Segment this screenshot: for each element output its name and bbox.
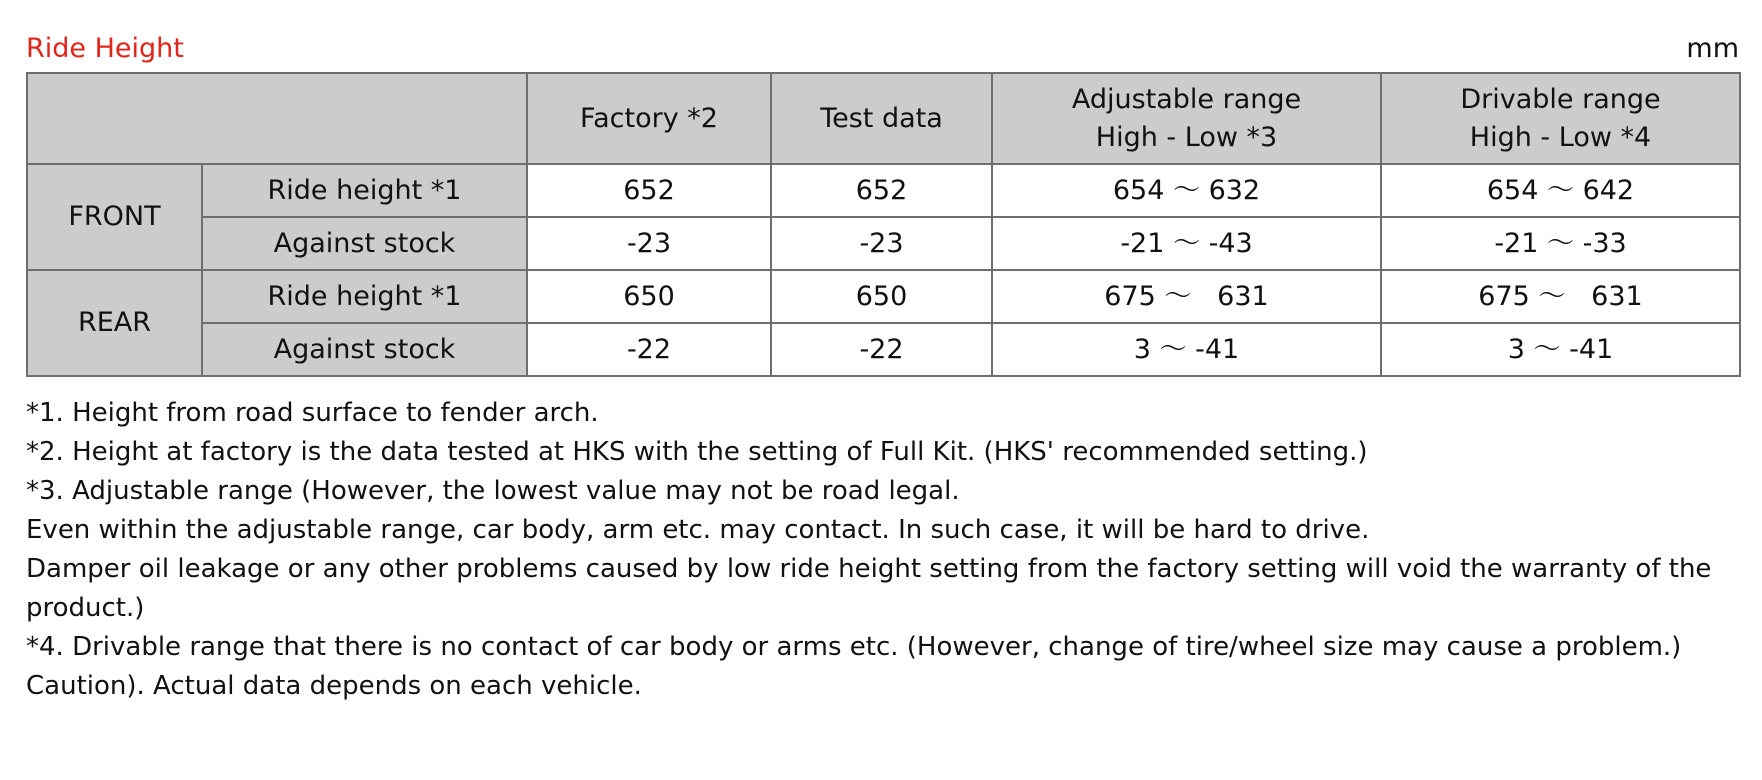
unit-label: mm <box>1686 33 1739 64</box>
row-label-rear-against-stock: Against stock <box>202 323 527 376</box>
footnote-2: *2. Height at factory is the data tested at HKS with the setting of Full Kit. (HKS' recommended setting.) <box>26 437 1368 467</box>
rear-ride-height-adjustable: 675 〜 631 <box>992 270 1381 323</box>
caution-note: Caution). Actual data depends on each vehicle. <box>26 671 642 701</box>
row-label-front-against-stock: Against stock <box>202 217 527 270</box>
drivable-header-line1: Drivable range <box>1460 83 1661 115</box>
row-label-front-ride-height: Ride height *1 <box>202 164 527 217</box>
adjustable-header-line2: High - Low *3 <box>1095 121 1278 153</box>
row-group-rear: REAR <box>27 270 202 376</box>
table-row-rear-against-stock <box>27 323 1740 376</box>
table-row-rear-ride-height <box>27 270 1740 323</box>
section-title: Ride Height <box>26 33 184 64</box>
front-against-stock-adjustable: -21 〜 -43 <box>992 217 1381 270</box>
corner-cell <box>27 73 527 164</box>
row-label-rear-ride-height: Ride height *1 <box>202 270 527 323</box>
rear-against-stock-factory: -22 <box>527 323 771 376</box>
table-row-front-against-stock <box>27 217 1740 270</box>
column-header-adjustable-range <box>992 73 1381 164</box>
front-ride-height-drivable: 654 〜 642 <box>1381 164 1740 217</box>
table-header-row <box>27 73 1740 164</box>
front-ride-height-factory: 652 <box>527 164 771 217</box>
rear-against-stock-drivable: 3 〜 -41 <box>1381 323 1740 376</box>
rear-ride-height-factory: 650 <box>527 270 771 323</box>
front-ride-height-test: 652 <box>771 164 992 217</box>
title-row <box>26 32 1739 66</box>
row-group-front: FRONT <box>27 164 202 270</box>
rear-ride-height-test: 650 <box>771 270 992 323</box>
footnotes <box>26 394 1751 706</box>
footnote-3-contact: Even within the adjustable range, car body, arm etc. may contact. In such case, it will be hard to drive. <box>26 515 1370 545</box>
column-header-drivable-range <box>1381 73 1740 164</box>
front-against-stock-test: -23 <box>771 217 992 270</box>
rear-ride-height-drivable: 675 〜 631 <box>1381 270 1740 323</box>
front-against-stock-drivable: -21 〜 -33 <box>1381 217 1740 270</box>
table-row-front-ride-height <box>27 164 1740 217</box>
adjustable-header-line1: Adjustable range <box>1071 83 1302 115</box>
column-header-test-data: Test data <box>771 73 992 164</box>
rear-against-stock-test: -22 <box>771 323 992 376</box>
footnote-4: *4. Drivable range that there is no contact of car body or arms etc. (However, change of tire/wheel size may cause a problem.) <box>26 632 1682 662</box>
drivable-header-line2: High - Low *4 <box>1469 121 1652 153</box>
footnote-3: *3. Adjustable range (However, the lowest value may not be road legal. <box>26 476 960 506</box>
ride-height-table <box>26 72 1741 377</box>
front-against-stock-factory: -23 <box>527 217 771 270</box>
rear-against-stock-adjustable: 3 〜 -41 <box>992 323 1381 376</box>
front-ride-height-adjustable: 654 〜 632 <box>992 164 1381 217</box>
column-header-factory: Factory *2 <box>527 73 771 164</box>
footnote-1: *1. Height from road surface to fender arch. <box>26 398 599 428</box>
footnote-3-warranty: Damper oil leakage or any other problems caused by low ride height setting from the factory setting will void the warranty of the product.) <box>26 554 1712 623</box>
